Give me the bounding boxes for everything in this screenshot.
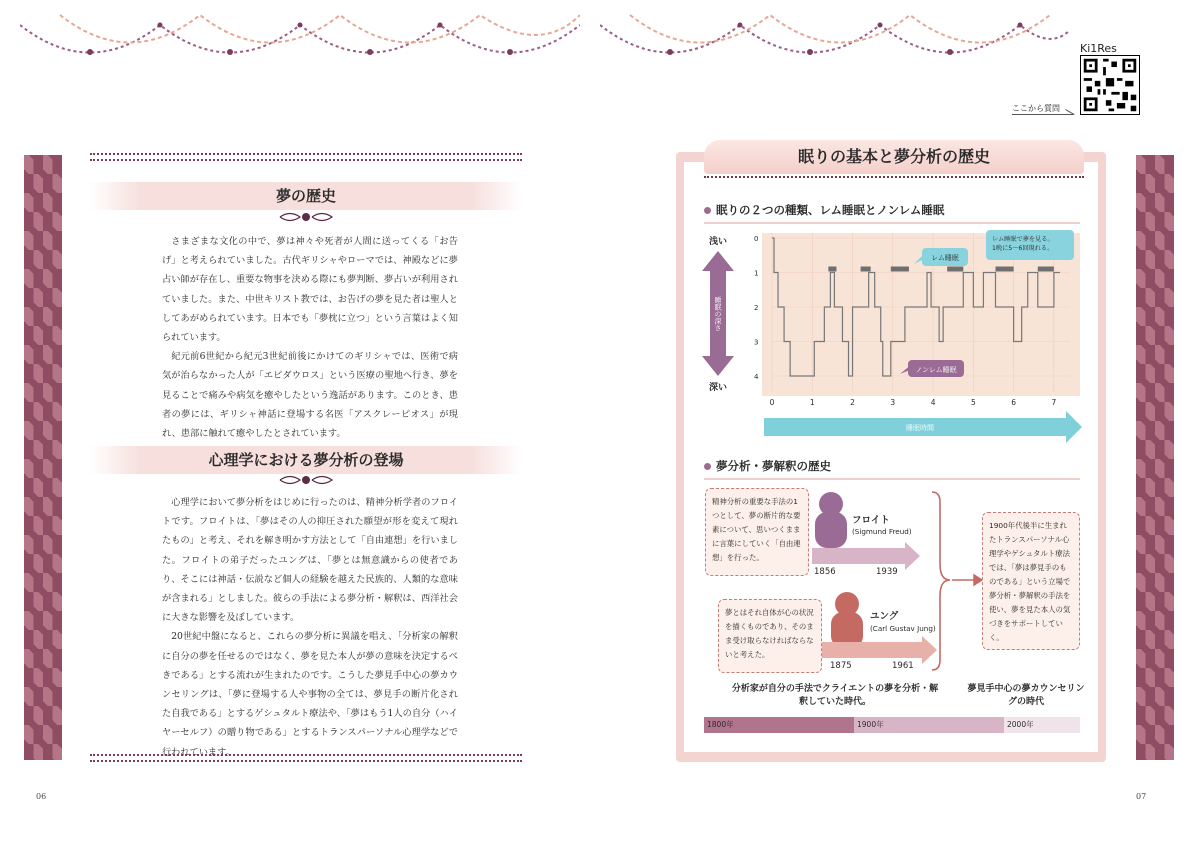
page-number-right: 07 — [1136, 792, 1147, 801]
decorative-rope-panel — [704, 176, 1084, 181]
rem-period-bar — [1038, 267, 1054, 272]
y-tick-label: 2 — [754, 304, 759, 312]
nonrem-label: ノンレム睡眠 — [915, 366, 957, 374]
history-timeline — [704, 717, 1080, 733]
y-ticks — [754, 235, 759, 381]
y-tick-label: 3 — [754, 338, 759, 347]
rem-period-bar — [861, 267, 871, 272]
jung-birth-year: 1875 — [830, 661, 852, 671]
rem-period-bar — [947, 267, 963, 272]
jung-silhouette-icon — [831, 592, 863, 648]
freud-death-year: 1939 — [876, 567, 898, 577]
x-tick-label: 1 — [809, 398, 815, 407]
decorative-rope-bottom — [90, 754, 522, 762]
decorative-garland-right — [600, 0, 1070, 95]
paragraph: 心理学において夢分析をはじめに行ったのは、精神分析学者のフロイトです。フロイトは、「夢はその人の抑圧された願望が形を変えて現れたもの」と考え、それを解き明かす方法として「自由連想」を行いました。フロイトの弟子だったユングは、「夢とは無意識からの使者であり、そこには神話・伝説など個人の経験を越えた民族的、人類的な意味が含まれる」としました。彼らの手法による夢分析・解釈は、西洋社会に大きな影響を及ぼしています。 — [162, 497, 458, 624]
rem-period-bar — [996, 267, 1014, 272]
decorative-pattern-strip-left — [24, 155, 62, 760]
paragraph: さまざまな文化の中で、夢は神々や死者が人間に送ってくる「お告げ」と考えられていました。古代ギリシャやローマでは、神殿などに夢占い師が存在し、重要な物事を決める際にも夢判断、夢占いが利用されていました。また、中世キリスト教では、お告げの夢を見た者は聖人としてあがめられています。日本でも「夢枕に立つ」という言葉はよく知られています。 — [162, 236, 458, 344]
dream-history-text — [162, 232, 458, 443]
timeline-2000: 2000年 — [1004, 717, 1080, 733]
rem-note-line-2: 1晩に5～6回現れる。 — [992, 245, 1054, 252]
jung-name-en: (Carl Gustav Jung) — [870, 624, 936, 633]
timeline-1800: 1800年 — [704, 717, 854, 733]
paragraph: 20世紀中盤になると、これらの夢分析に異議を唱え、「分析家の解釈に自分の夢を任せるのではなく、夢を見た本人が夢の意味を決定するべきである」とする流れが生まれたのです。こうした夢見手中心の夢カウンセリングは、「夢に登場する人や事物の全ては、夢見手の断片化された自我である」とするゲシュタルト療法や、「夢はもう1人の自分（ハイヤーセルフ）の贈り物である」とするトランスパーソナル心理学などで行われています。 — [162, 631, 458, 758]
ornament-icon — [276, 473, 336, 487]
qr-label: Ki1Res — [1080, 42, 1117, 55]
page-number-left: 06 — [36, 792, 47, 801]
x-tick-label: 3 — [890, 398, 896, 407]
modern-note: 1900年代後半に生まれたトランスパーソナル心理学やゲシュタルト療法では、「夢は夢見手のものである」という立場で夢分析・夢解釈の手法を使い、夢を見た本人の気づきをサポートしていく。 — [982, 512, 1080, 650]
x-ticks — [770, 398, 1057, 407]
y-top-label: 浅い — [708, 237, 728, 247]
dream-analysis-history-heading-text: 夢分析・夢解釈の歴史 — [716, 459, 831, 473]
sleep-types-heading — [704, 202, 944, 218]
ask-question-link[interactable]: ここから質問 — [1012, 103, 1074, 115]
rem-label: レム睡眠 — [931, 254, 959, 262]
decorative-rope-top — [90, 153, 522, 161]
rem-period-bar — [828, 267, 836, 272]
divider — [704, 478, 1080, 480]
paragraph: 紀元前6世紀から紀元3世紀前後にかけてのギリシャでは、医術で病気が治らなかった人が「エピダウロス」という医療の聖地へ行き、夢を見ることで痛みや病気を癒やしたという逸話があります。このとき、患者の夢には、ギリシャ神話に登場する名医「アスクレーピオス」が現れ、患部に触れて癒やしたとされています。 — [162, 351, 458, 440]
bracket-arrow — [952, 575, 982, 585]
decorative-garland-left — [20, 0, 580, 95]
jung-note: 夢とはそれ自体が心の状況を描くものであり、そのまま受け取らなければならないと考えた。 — [718, 599, 822, 673]
rem-note-line-1: レム睡眠で夢を見る。 — [992, 236, 1054, 243]
bullet-icon — [704, 207, 711, 214]
sleep-stage-chart — [700, 228, 1090, 446]
dreamer-era-caption: 夢見手中心の夢カウンセリングの時代 — [967, 684, 1085, 707]
x-axis-label: 睡眠時間 — [906, 424, 934, 432]
y-tick-label: 1 — [754, 269, 759, 278]
nonrem-label-callout — [900, 360, 964, 377]
x-tick-label: 5 — [970, 398, 976, 407]
y-tick-label: 0 — [754, 235, 759, 243]
decorative-pattern-strip-right — [1136, 155, 1174, 760]
rem-period-bar — [891, 267, 909, 272]
jung-death-year: 1961 — [892, 661, 914, 671]
panel-title: 眠りの基本と夢分析の歴史 — [704, 140, 1084, 174]
section-title-dream-history: 夢の歴史 — [90, 182, 522, 210]
x-tick-label: 6 — [1011, 398, 1017, 407]
dream-analysis-history-heading — [704, 458, 831, 474]
x-tick-label: 0 — [769, 398, 775, 407]
freud-name-en: (Sigmund Freud) — [852, 527, 912, 536]
freud-name: フロイト — [852, 515, 890, 526]
psychology-dream-analysis-text — [162, 493, 458, 762]
y-tick-label: 4 — [754, 373, 759, 381]
bullet-icon — [704, 463, 711, 470]
x-tick-label: 7 — [1051, 398, 1057, 407]
jung-name: ユング — [870, 611, 899, 622]
divider — [704, 222, 1080, 224]
freud-note: 精神分析の重要な手法の1つとして、夢の断片的な要素について、思いつくままに言葉にしていく「自由連想」を行った。 — [705, 488, 809, 576]
freud-silhouette-icon — [815, 492, 847, 548]
analyst-era-caption: 分析家が自分の手法でクライエントの夢を分析・解釈していた時代。 — [731, 684, 939, 707]
y-bottom-label: 深い — [708, 383, 728, 393]
bracket — [932, 492, 950, 670]
y-axis-label: 睡眠の深さ — [714, 296, 722, 332]
freud-birth-year: 1856 — [814, 567, 836, 577]
x-tick-label: 2 — [850, 398, 855, 407]
sleep-types-heading-text: 眠りの２つの種類、レム睡眠とノンレム睡眠 — [716, 203, 945, 217]
timeline-1900: 1900年 — [854, 717, 1004, 733]
qr-code-icon[interactable] — [1080, 55, 1140, 115]
x-tick-label: 4 — [930, 398, 936, 407]
section-title-psychology-dream-analysis: 心理学における夢分析の登場 — [90, 446, 522, 474]
ornament-icon — [276, 210, 336, 224]
rem-note-callout — [986, 230, 1074, 260]
